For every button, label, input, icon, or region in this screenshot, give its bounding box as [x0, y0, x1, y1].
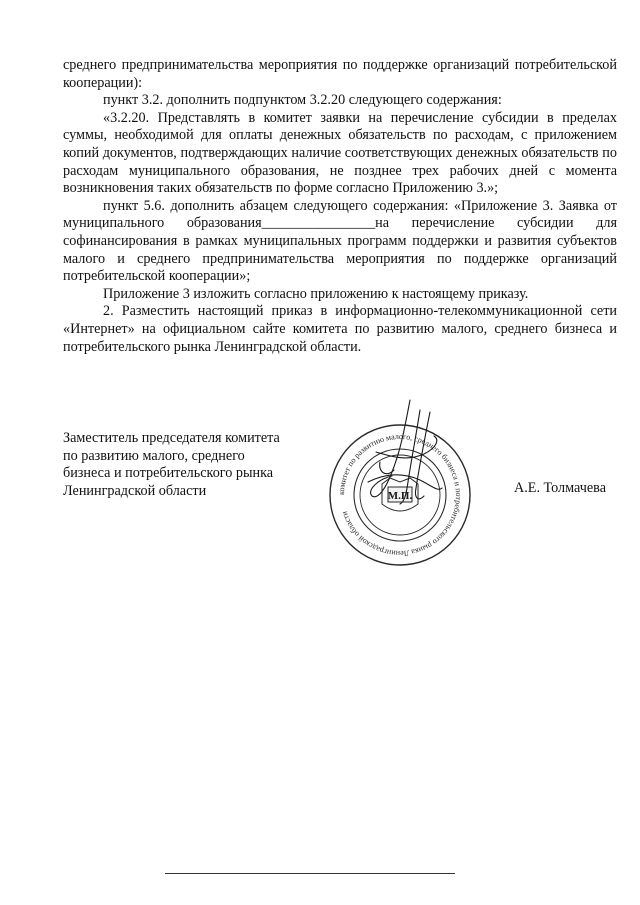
- signatory-title: [63, 430, 363, 500]
- official-stamp: [320, 392, 480, 592]
- footer-divider: [165, 873, 455, 874]
- paragraph-2: пункт 3.2. дополнить подпунктом 3.2.20 следующего содержания:: [103, 92, 502, 109]
- paragraph-6: 2. Разместить настоящий приказ в информационно-телекоммуникационной сети «Интернет» на официальном сайте комитета по развитию малого, среднего бизнеса и потребительского рынка Ленинградской области.: [63, 303, 617, 355]
- stamp-ring-textpath: комитет по развитию малого, среднего бизнеса и потребительского рынка Ленинградской области: [336, 431, 464, 559]
- paragraph-4: пункт 5.6. дополнить абзацем следующего содержания: «Приложение 3. Заявка от муниципального образования________________на перечисление субсидии для софинансирования в рамках муниципальных программ поддержки и развития субъектов малого и среднего предпринимательства мероприятия по поддержке организаций потребительской кооперации»;: [63, 197, 617, 285]
- document-body: [63, 57, 617, 356]
- paragraph-3: «3.2.20. Представлять в комитет заявки на перечисление субсидии в пределах суммы, необходимой для оплаты денежных обязательств по расходам, с приложением копий документов, подтверждающих наличие соответствующих денежных обязательств по расходам муниципального образования, не позднее трех рабочих дней с момента возникновения таких обязательств по форме согласно Приложению 3.»;: [63, 109, 617, 197]
- paragraph-5: Приложение 3 изложить согласно приложению к настоящему приказу.: [103, 285, 529, 302]
- paragraph-1: среднего предпринимательства мероприятия по поддержке организаций потребительской кооперации):: [63, 57, 617, 91]
- signatory-title-line: Ленинградской области: [63, 482, 207, 499]
- signatory-name: А.Е. Толмачева: [514, 480, 606, 496]
- stamp-center-label: М.П.: [387, 490, 413, 502]
- signatory-title-line: бизнеса и потребительского рынка: [63, 465, 274, 482]
- signatory-title-line: Заместитель председателя комитета: [63, 430, 280, 446]
- signatory-title-line: по развитию малого, среднего: [63, 447, 245, 464]
- stamp-and-signature-graphic: [320, 392, 480, 592]
